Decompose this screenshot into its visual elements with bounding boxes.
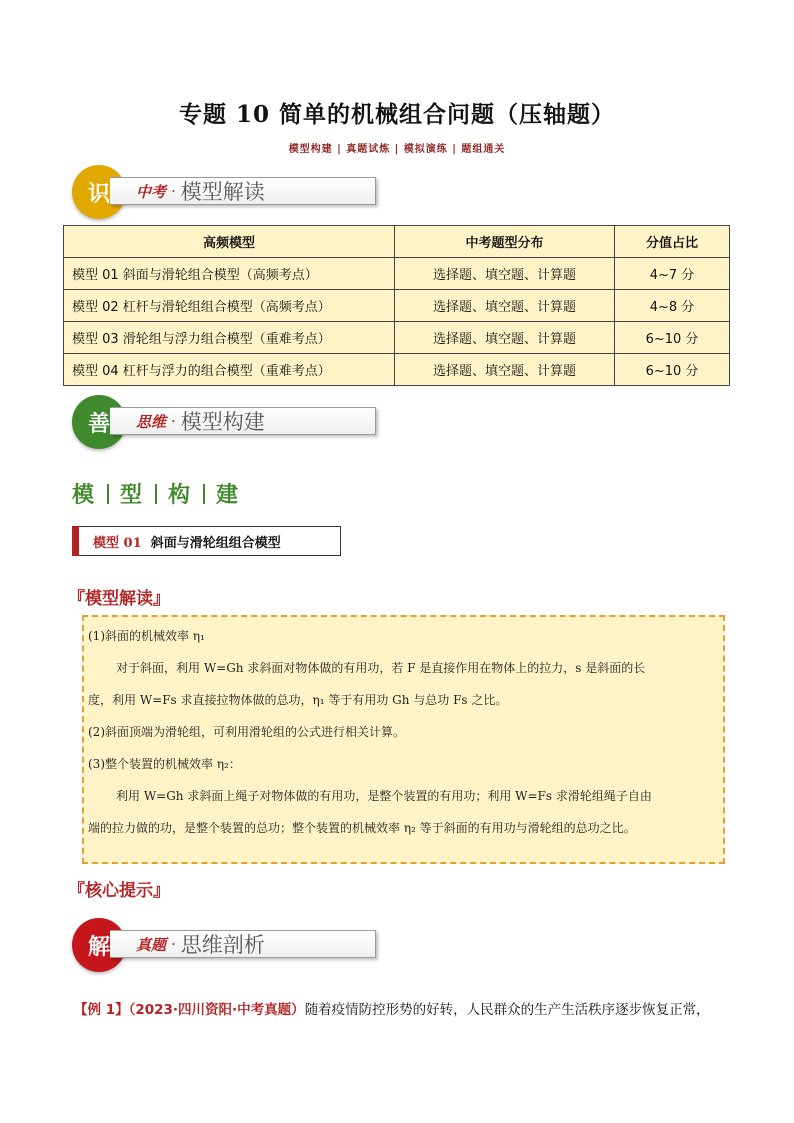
heading-char: 型 [120, 483, 145, 508]
example-label: 【例 1】 [74, 1002, 129, 1018]
model-name: 斜面与滑轮组组合模型 [150, 535, 281, 551]
model-reading-box [82, 615, 725, 864]
badge-bar [110, 930, 376, 958]
heading-divider [155, 484, 157, 504]
badge-tag: 真题 [136, 935, 167, 954]
table-header-row [64, 226, 730, 258]
model-title-text [93, 532, 281, 551]
table-cell: 选择题、填空题、计算题 [395, 258, 615, 290]
model-number: 模型 01 [93, 535, 142, 551]
badge-tag: 中考 [136, 182, 167, 201]
note-line: 端的拉力做的功，是整个装置的总功；整个装置的机械效率 η₂ 等于斜面的有用功与滑轮组的总功之比。 [88, 821, 636, 835]
table-row [64, 290, 730, 322]
table-cell: 选择题、填空题、计算题 [395, 290, 615, 322]
table-cell: 选择题、填空题、计算题 [395, 322, 615, 354]
example-line [74, 998, 710, 1018]
table-header: 中考题型分布 [395, 226, 615, 258]
badge-label: 模型解读 [180, 180, 265, 204]
badge-circle-icon: 解 [72, 918, 126, 972]
table-row [64, 322, 730, 354]
note-line: 对于斜面，利用 W=Gh 求斜面对物体做的有用功，若 F 是直接作用在物体上的拉力，s 是斜面的长 [116, 661, 646, 675]
table-cell: 4~7 分 [615, 258, 730, 290]
model-title-marker [72, 526, 79, 556]
badge-circle-icon: 识 [72, 165, 126, 219]
badge-circle-icon: 善 [72, 395, 126, 449]
badge-label: 模型构建 [180, 410, 265, 434]
badge-bar [110, 407, 376, 435]
page-subtitle: 模型构建 | 真题试炼 | 模拟演练 | 题组通关 [288, 144, 506, 155]
table-cell: 6~10 分 [615, 354, 730, 386]
table-cell: 模型 01 斜面与滑轮组合模型（高频考点） [64, 258, 395, 290]
badge-tag: 思维 [136, 412, 167, 431]
table-cell: 选择题、填空题、计算题 [395, 354, 615, 386]
badge-dot: · [171, 182, 176, 200]
heading-char: 建 [216, 483, 241, 508]
heading-char: 构 [168, 483, 193, 508]
table-header: 高频模型 [64, 226, 395, 258]
note-line: (3)整个装置的机械效率 η₂： [88, 757, 241, 771]
note-line: (1)斜面的机械效率 η₁ [88, 629, 205, 643]
heading-divider [107, 484, 109, 504]
badge-label: 思维剖析 [180, 933, 265, 957]
example-source: （2023·四川资阳·中考真题） [128, 1002, 305, 1018]
note-line: 利用 W=Gh 求斜面上绳子对物体做的有用功，是整个装置的有用功；利用 W=Fs 求滑轮组绳子自由 [116, 789, 652, 803]
table-row [64, 354, 730, 386]
table-header: 分值占比 [615, 226, 730, 258]
model-reading-heading: 『模型解读』 [68, 589, 170, 609]
table-cell: 6~10 分 [615, 322, 730, 354]
heading-divider [203, 484, 205, 504]
section-heading [72, 478, 240, 509]
table-cell: 4~8 分 [615, 290, 730, 322]
model-table [63, 225, 730, 386]
table-cell: 模型 02 杠杆与滑轮组组合模型（高频考点） [64, 290, 395, 322]
heading-char: 模 [72, 483, 97, 508]
table-cell: 模型 03 滑轮组与浮力组合模型（重难考点） [64, 322, 395, 354]
note-line: 度，利用 W=Fs 求直接拉物体做的总功，η₁ 等于有用功 Gh 与总功 Fs 之比。 [88, 693, 508, 707]
core-tip-heading: 『核心提示』 [68, 881, 170, 901]
badge-dot: · [171, 412, 176, 430]
example-text: 随着疫情防控形势的好转，人民群众的生产生活秩序逐步恢复正常， [304, 1002, 710, 1018]
note-line: (2)斜面顶端为滑轮组，可利用滑轮组的公式进行相关计算。 [88, 725, 406, 739]
badge-dot: · [171, 935, 176, 953]
table-row [64, 258, 730, 290]
badge-bar [110, 177, 376, 205]
table-cell: 模型 04 杠杆与浮力的组合模型（重难考点） [64, 354, 395, 386]
model-title-box [72, 526, 341, 556]
page-title: 专题 10 简单的机械组合问题（压轴题） [178, 101, 616, 128]
